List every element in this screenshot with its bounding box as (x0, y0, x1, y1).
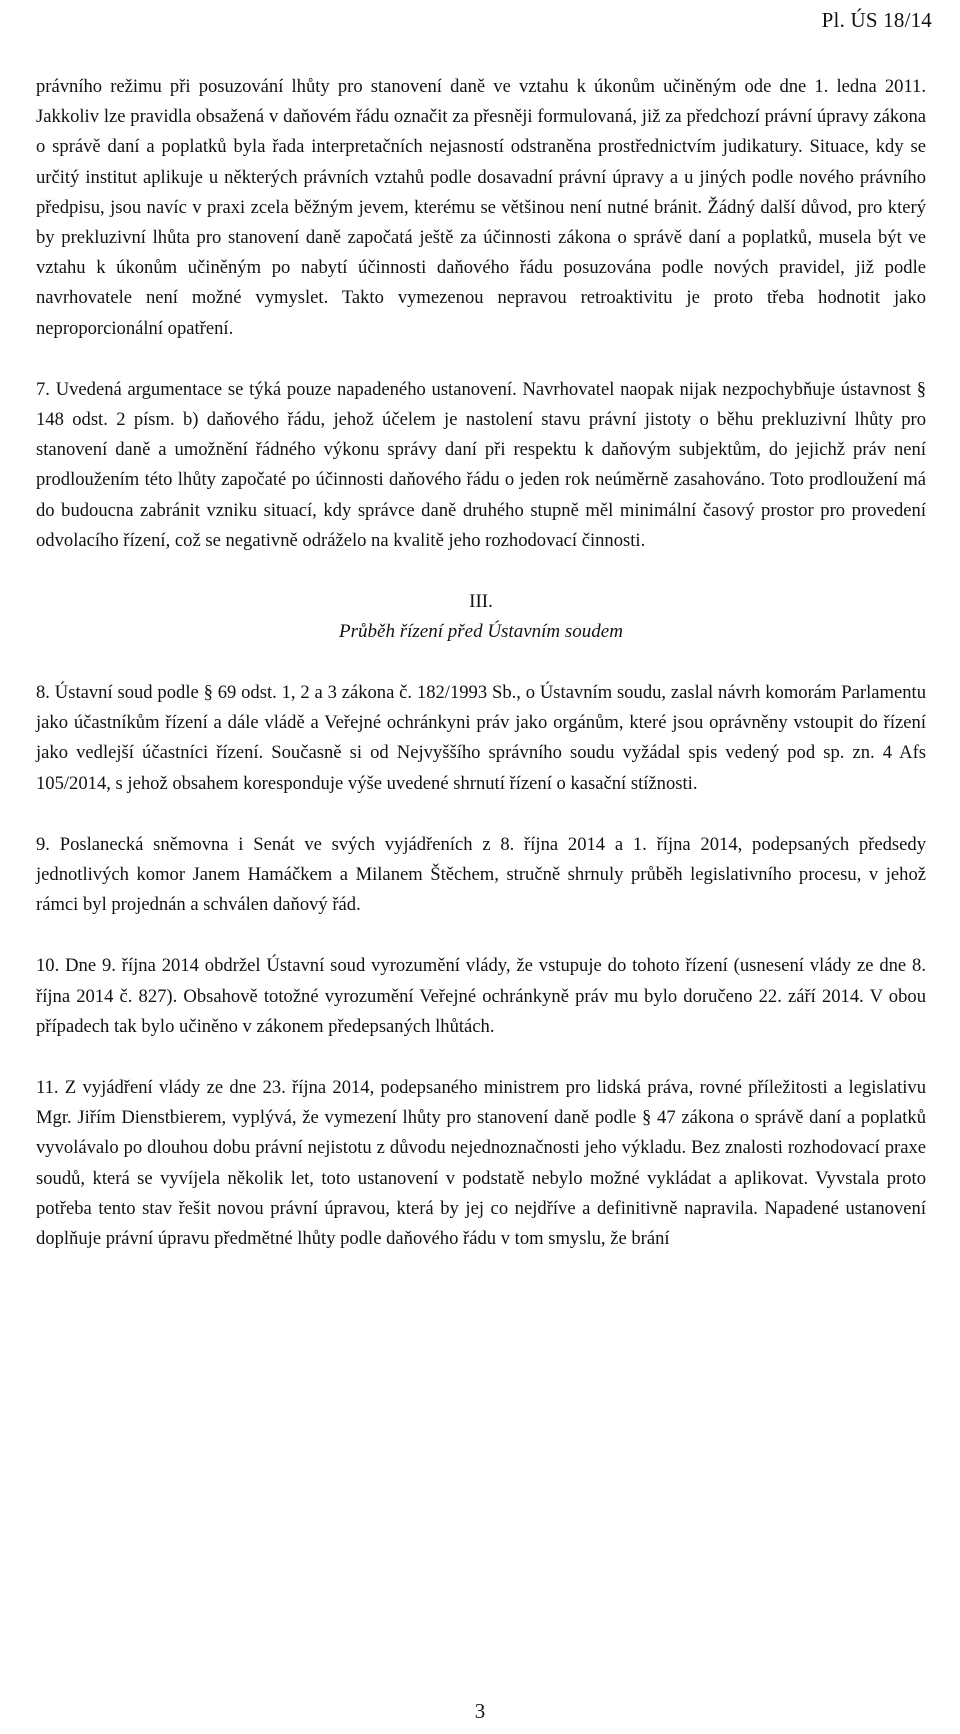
document-body (36, 72, 926, 1254)
paragraph-11 (36, 1073, 926, 1254)
paragraph-gap (36, 799, 926, 830)
paragraph-number: 8. (36, 682, 50, 704)
section-title: Průběh řízení před Ústavním soudem (339, 621, 623, 643)
paragraph-text: Dne 9. října 2014 obdržel Ústavní soud vyrozumění vlády, že vstupuje do tohoto řízení (usnesení vlády ze dne 8. října 2014 č. 827). Obsahově totožné vyrozumění Veřejné ochránkyně práv mu bylo doručeno 22. září 2014. V obou případech tak bylo učiněno v zákonem předepsaných lhůtách. (36, 955, 926, 1037)
paragraph-7 (36, 375, 926, 556)
paragraph-number: 10. (36, 955, 60, 977)
paragraph-number: 9. (36, 833, 50, 855)
paragraph-text: Poslanecká sněmovna i Senát ve svých vyjádřeních z 8. října 2014 a 1. října 2014, podepsaných předsedy jednotlivých komor Janem Hamáčkem a Milanem Štěchem, stručně shrnuly průběh legislativního procesu, v jehož rámci byl projednán a schválen daňový řád. (36, 833, 927, 916)
paragraph-gap (36, 344, 926, 375)
page-number: 3 (474, 1699, 486, 1723)
paragraph-10 (36, 951, 926, 1042)
paragraph-number: 7. (36, 378, 50, 400)
paragraph-text: Ústavní soud podle § 69 odst. 1, 2 a 3 zákona č. 182/1993 Sb., o Ústavním soudu, zaslal návrh komorám Parlamentu jako účastníkům řízení a dále vládě a Veřejné ochránkyni práv jako orgánům, které jsou oprávněny vstoupit do řízení jako vedlejší účastníci řízení. Současně si od Nejvyššího správního soudu vyžádal spis vedený pod sp. zn. 4 Afs 105/2014, s jehož obsahem koresponduje výše uvedené shrnutí řízení o kasační stížnosti. (36, 682, 926, 794)
paragraph-continuation: právního režimu při posuzování lhůty pro stanovení daně ve vztahu k úkonům učiněným ode dne 1. ledna 2011. Jakkoliv lze pravidla obsažená v daňovém řádu označit za přesněji formulovaná, již za předchozí právní úpravy zákona o správě daní a poplatků byla řada interpretačních nejasností odstraněna prostřednictvím judikatury. Situace, kdy se určitý institut aplikuje u některých právních vztahů podle dosavadní právní úpravy a u jiných podle nového právního předpisu, jsou navíc v praxi zcela běžným jevem, kterému se většinou není nutné bránit. Žádný další důvod, pro který by prekluzivní lhůta pro stanovení daně započatá ještě za účinnosti zákona o správě daní a poplatků, musela být ve vztahu k úkonům učiněným po nabytí účinnosti daňového řádu posuzována podle nových pravidel, již podle navrhovatele není možné vymyslet. Takto vymezenou nepravou retroaktivitu je proto třeba hodnotit jako neproporcionální opatření. (36, 76, 926, 339)
paragraph-gap (36, 647, 926, 678)
section-numeral: III. (469, 591, 493, 613)
paragraph-number: 11. (36, 1077, 59, 1099)
paragraph-gap (36, 1042, 926, 1073)
paragraph-9 (36, 830, 926, 921)
paragraph-text: Uvedená argumentace se týká pouze napadeného ustanovení. Navrhovatel naopak nijak nezpochybňuje ústavnost § 148 odst. 2 písm. b) daňového řádu, jehož účelem je nastolení stavu právní jistoty o běhu prekluzivní lhůty pro stanovení daně a umožnění řádného výkonu správy daní při respektu k daňovým subjektům, do jejichž práv není prodloužením této lhůty započaté po účinnosti daňového řádu o jeden rok neúměrně zasahováno. Toto prodloužení má do budoucna zabránit vzniku situací, kdy správce daně druhého stupně měl minimální časový prostor pro provedení odvolacího řízení, což se negativně odráželo na kvalitě jeho rozhodovací činnosti. (36, 378, 926, 551)
paragraph-text: Z vyjádření vlády ze dne 23. října 2014, podepsaného ministrem pro lidská práva, rovné příležitosti a legislativu Mgr. Jiřím Dienstbierem, vyplývá, že vymezení lhůty pro stanovení daně podle § 47 zákona o správě daní a poplatků vyvolávalo po dlouhou dobu právní nejistotu z důvodu nejednoznačnosti jeho výkladu. Bez znalosti rozhodovací praxe soudů, která se vyvíjela několik let, toto ustanovení v podstatě nebylo možné vykládat a aplikovat. Vyvstala proto potřeba tento stav řešit novou právní úpravou, která by jej co nejdříve a definitivně napravila. Napadené ustanovení doplňuje právní úpravu předmětné lhůty podle daňového řádu v tom smyslu, že brání (36, 1077, 926, 1250)
paragraph-gap (36, 920, 926, 951)
case-reference: Pl. ÚS 18/14 (821, 8, 932, 32)
paragraph-gap (36, 556, 926, 587)
paragraph-8 (36, 678, 926, 799)
